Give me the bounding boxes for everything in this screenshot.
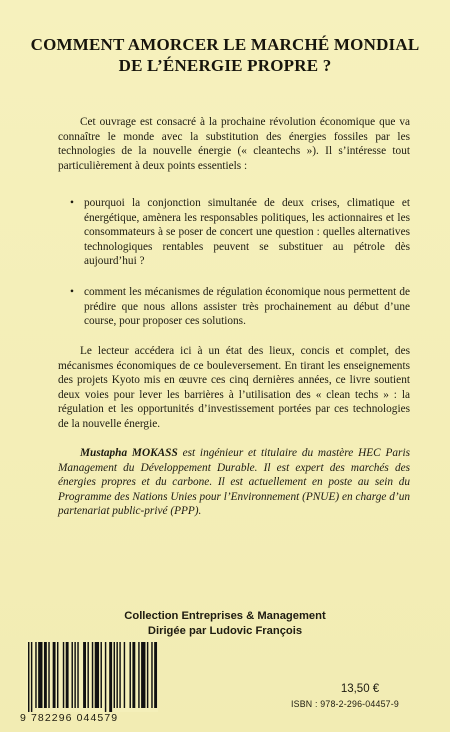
bullet-icon: •: [70, 197, 74, 209]
collection-director: Dirigée par Ludovic François: [147, 624, 303, 637]
barcode-icon: [26, 640, 158, 712]
title-line-2: DE L’ÉNERGIE PROPRE ?: [118, 56, 332, 75]
author-bio-text: est ingénieur et titulaire du mastère HEC Paris Management du Développement Durable. Il est expert des marchés des énergies propres et du carbone. Il est actuellement en poste au sein du Programme des Nations Unies pour l’Environnement (PNUE) en charge d’un partenariat public-privé (PPP).: [58, 447, 410, 518]
list-item: [58, 196, 410, 269]
author-name: Mustapha MOKASS: [80, 447, 178, 459]
intro-paragraph: Cet ouvrage est consacré à la prochaine révolution économique que va connaître le monde avec la substitution des énergies fossiles par les technologies de la nouvelle énergie (« cleantechs »). Il s’intéresse tout particulièrement à deux points essentiels :: [58, 116, 410, 172]
reader-paragraph: Le lecteur accédera ici à un état des lieux, concis et complet, des mécanismes économiques de ce bouleversement. En tirant les enseignements des projets Kyoto mis en œuvre ces cinq dernières années, ce livre soutient deux voies pour lever les barrières à l’utilisation des « clean techs » : la régulation et les opportunités d’investissement portées par ces technologies de la nouvelle énergie.: [58, 345, 410, 430]
list-item-text: comment les mécanismes de régulation économique nous permettent de prédire que nous allons assister très prochainement au début d’une course, pour proposer ces solutions.: [84, 285, 410, 328]
list-item: [58, 285, 410, 329]
barcode-digits: 9 782296 044579: [20, 712, 119, 724]
key-points-list: [58, 196, 410, 345]
page-title: [30, 34, 420, 76]
collection-name: Collection Entreprises & Management: [124, 610, 326, 622]
barcode: [20, 640, 160, 728]
author-bio: [58, 446, 410, 519]
price: 13,50 €: [340, 683, 380, 695]
list-item-text: pourquoi la conjonction simultanée de deux crises, climatique et énergétique, amènera les responsables politiques, les actionnaires et les consommateurs à se poser de concert une question : quelles alternatives technologiques rentables peuvent se substituer au pétrole dès aujourd’hui ?: [84, 197, 410, 268]
title-line-1: COMMENT AMORCER LE MARCHÉ MONDIAL: [30, 35, 420, 54]
collection-info: [60, 609, 390, 638]
isbn: ISBN : 978-2-296-04457-9: [291, 699, 399, 709]
bullet-icon: •: [70, 285, 74, 298]
